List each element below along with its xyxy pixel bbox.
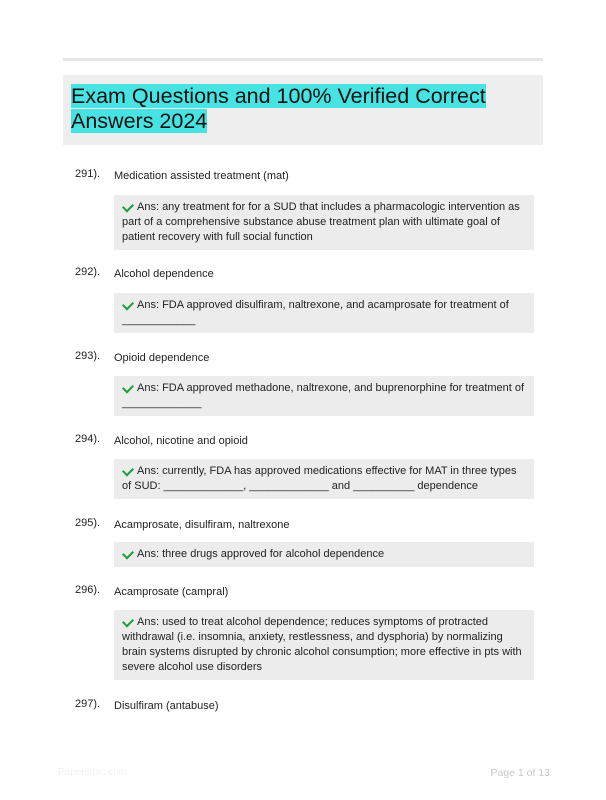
page-title: [71, 84, 491, 134]
answer-text: Ans: three drugs approved for alcohol dependence: [137, 548, 385, 560]
answer-text: Ans: FDA approved disulfiram, naltrexone, and acamprosate for treatment of ____________: [122, 299, 509, 326]
title-box: [63, 75, 543, 145]
question-text: Alcohol dependence: [114, 268, 214, 280]
question-text: Alcohol, nicotine and opioid: [114, 435, 248, 447]
check-icon: [122, 381, 134, 393]
check-icon: [122, 547, 134, 559]
answer-box: [114, 459, 534, 499]
question-text: Disulfiram (antabuse): [114, 700, 219, 712]
check-icon: [122, 464, 134, 476]
question-number: 294).: [75, 433, 101, 445]
footer-page-number: Page 1 of 13: [490, 767, 550, 779]
answer-box: [114, 376, 534, 416]
question-number: 297).: [75, 698, 101, 710]
answer-box: [114, 610, 534, 680]
question-text: Opioid dependence: [114, 352, 210, 364]
check-icon: [122, 298, 134, 310]
top-rule: [63, 58, 543, 61]
question-text: Medication assisted treatment (mat): [114, 170, 289, 182]
check-icon: [122, 200, 134, 212]
question-number: 291).: [75, 168, 101, 180]
question-text: Acamprosate (campral): [114, 586, 229, 598]
question-text: Acamprosate, disulfiram, naltrexone: [114, 519, 290, 531]
question-number: 296).: [75, 584, 101, 596]
question-number: 295).: [75, 517, 101, 529]
answer-text: Ans: FDA approved methadone, naltrexone, and buprenorphine for treatment of _____________: [122, 382, 525, 409]
answer-text: Ans: currently, FDA has approved medications effective for MAT in three types of SUD: _____________, _____________ and __________ dependence: [122, 465, 517, 492]
check-icon: [122, 615, 134, 627]
answer-text: Ans: any treatment for for a SUD that includes a pharmacologic intervention as part of a comprehensive substance abuse treatment plan with ultimate goal of patient recovery with full social function: [122, 201, 520, 243]
answer-text: Ans: used to treat alcohol dependence; reduces symptoms of protracted withdrawal (i.e. insomnia, anxiety, restlessness, and dysphoria) by normalizing brain systems disrupted by chronic alcohol consumption; more effective in pts with severe alcohol use disorders: [122, 616, 522, 673]
footer-site: Paperstbic.com: [58, 767, 127, 778]
question-number: 292).: [75, 266, 101, 278]
question-number: 293).: [75, 350, 101, 362]
answer-box: [114, 293, 534, 333]
answer-box: [114, 542, 534, 567]
answer-box: [114, 195, 534, 250]
page-title-text: Exam Questions and 100% Verified Correct Answers 2024: [71, 84, 486, 133]
